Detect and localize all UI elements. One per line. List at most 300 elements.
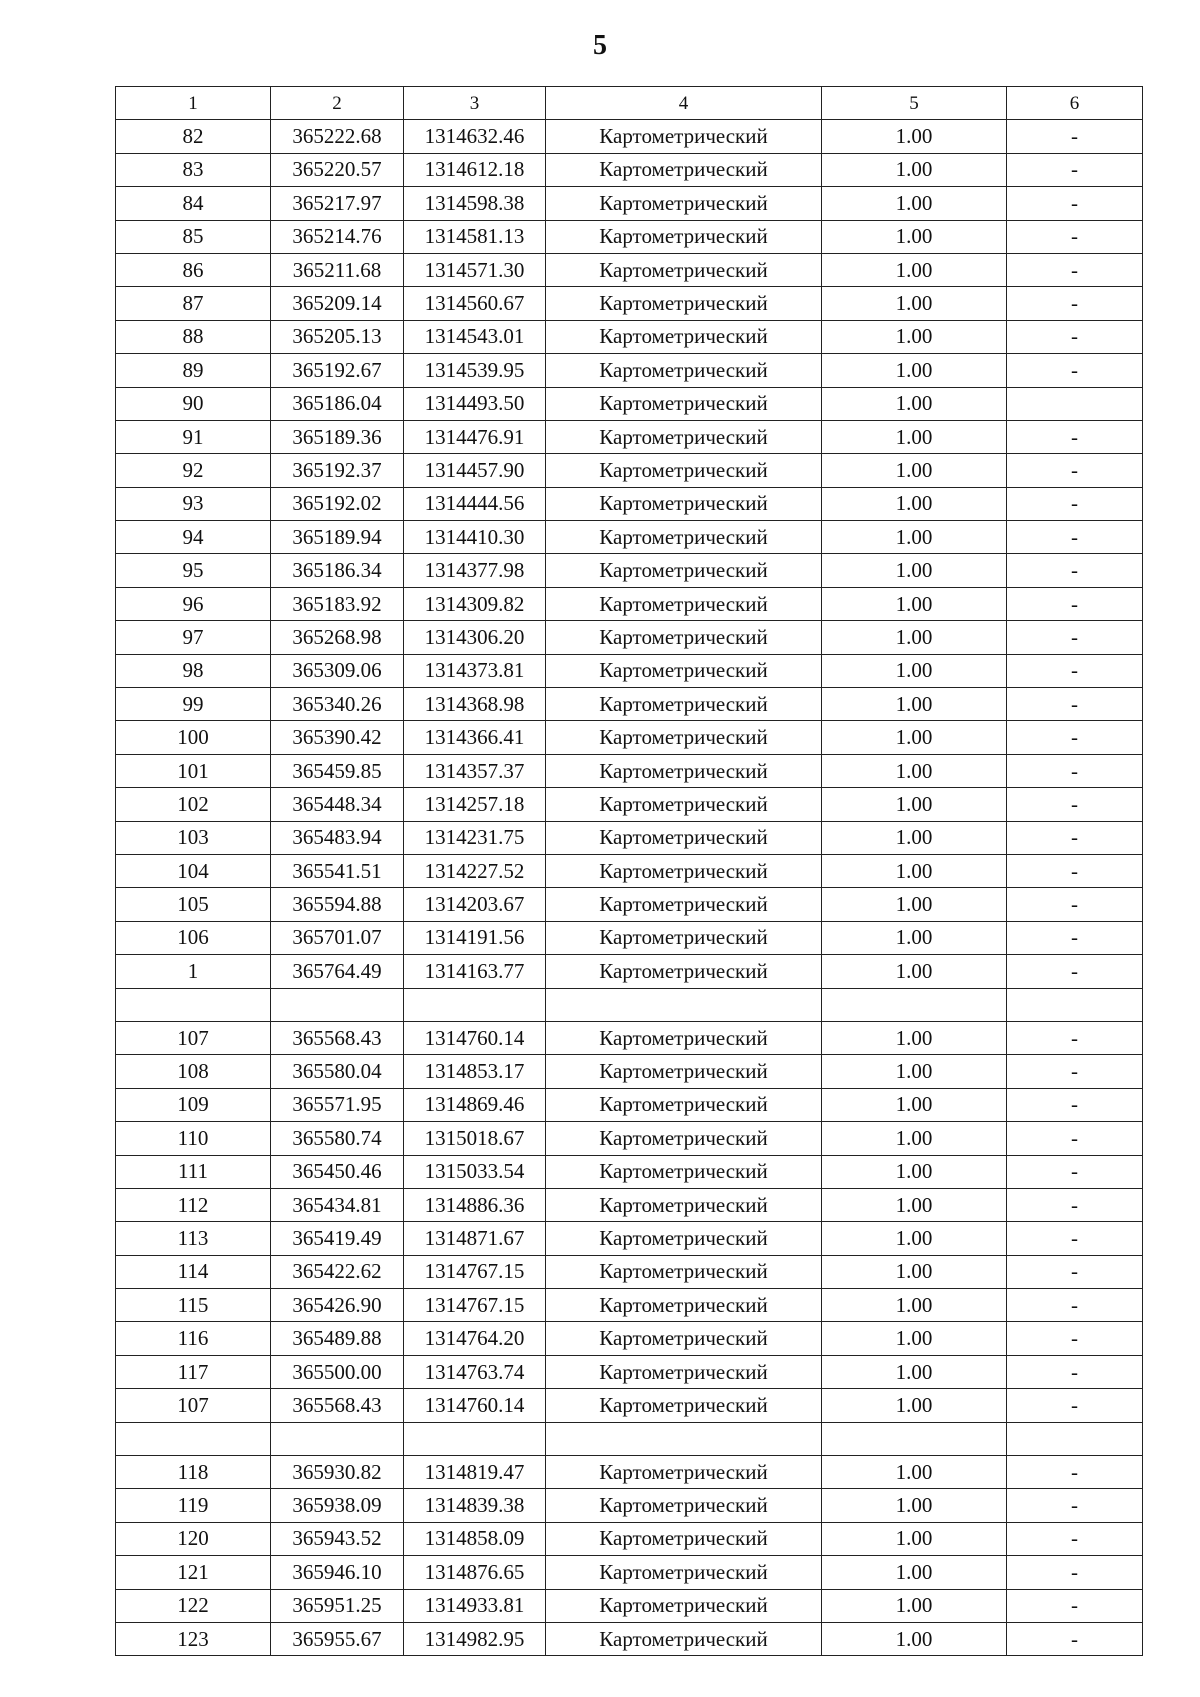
page-number: 5 bbox=[593, 30, 607, 61]
accuracy-cell: 1.00 bbox=[822, 120, 1007, 153]
accuracy-cell: 1.00 bbox=[822, 454, 1007, 487]
table-row bbox=[116, 1289, 1143, 1322]
method-cell: Картометрический bbox=[546, 1355, 822, 1388]
x-coordinate-cell: 365214.76 bbox=[271, 220, 404, 253]
method-cell: Картометрический bbox=[546, 1522, 822, 1555]
point-number-cell: 98 bbox=[116, 654, 271, 687]
x-coordinate-cell: 365571.95 bbox=[271, 1088, 404, 1121]
accuracy-cell: 1.00 bbox=[822, 888, 1007, 921]
y-coordinate-cell: 1314886.36 bbox=[404, 1188, 546, 1221]
table-row bbox=[116, 1456, 1143, 1489]
method-cell: Картометрический bbox=[546, 120, 822, 153]
accuracy-cell: 1.00 bbox=[822, 1055, 1007, 1088]
x-coordinate-cell: 365183.92 bbox=[271, 587, 404, 620]
table-row bbox=[116, 1522, 1143, 1555]
y-coordinate-cell: 1314869.46 bbox=[404, 1088, 546, 1121]
x-coordinate-cell: 365189.94 bbox=[271, 521, 404, 554]
method-cell: Картометрический bbox=[546, 1155, 822, 1188]
table-row bbox=[116, 1355, 1143, 1388]
table-row bbox=[116, 487, 1143, 520]
table-row bbox=[116, 287, 1143, 320]
method-cell: Картометрический bbox=[546, 621, 822, 654]
table-row bbox=[116, 220, 1143, 253]
description-cell: - bbox=[1007, 1188, 1143, 1221]
accuracy-cell: 1.00 bbox=[822, 955, 1007, 988]
point-number-cell: 118 bbox=[116, 1456, 271, 1489]
description-cell: - bbox=[1007, 253, 1143, 286]
method-cell: Картометрический bbox=[546, 754, 822, 787]
table-row bbox=[116, 1222, 1143, 1255]
accuracy-cell: 1.00 bbox=[822, 387, 1007, 420]
table-row bbox=[116, 788, 1143, 821]
y-coordinate-cell: 1314871.67 bbox=[404, 1222, 546, 1255]
accuracy-cell: 1.00 bbox=[822, 1622, 1007, 1655]
description-cell: - bbox=[1007, 1589, 1143, 1622]
y-coordinate-cell: 1314457.90 bbox=[404, 454, 546, 487]
accuracy-cell: 1.00 bbox=[822, 654, 1007, 687]
x-coordinate-cell: 365450.46 bbox=[271, 1155, 404, 1188]
method-cell: Картометрический bbox=[546, 521, 822, 554]
description-cell: - bbox=[1007, 187, 1143, 220]
table-row bbox=[116, 521, 1143, 554]
description-cell: - bbox=[1007, 1622, 1143, 1655]
accuracy-cell: 1.00 bbox=[822, 621, 1007, 654]
point-number-cell: 99 bbox=[116, 688, 271, 721]
table-header bbox=[116, 87, 1143, 120]
x-coordinate-cell: 365426.90 bbox=[271, 1289, 404, 1322]
accuracy-cell: 1.00 bbox=[822, 1556, 1007, 1589]
point-number-cell: 107 bbox=[116, 1021, 271, 1054]
table-row bbox=[116, 1255, 1143, 1288]
method-cell: Картометрический bbox=[546, 955, 822, 988]
point-number-cell: 120 bbox=[116, 1522, 271, 1555]
method-cell: Картометрический bbox=[546, 387, 822, 420]
accuracy-cell: 1.00 bbox=[822, 253, 1007, 286]
method-cell: Картометрический bbox=[546, 1489, 822, 1522]
description-cell: - bbox=[1007, 1355, 1143, 1388]
point-number-cell: 113 bbox=[116, 1222, 271, 1255]
table-row bbox=[116, 621, 1143, 654]
point-number-cell: 90 bbox=[116, 387, 271, 420]
y-coordinate-cell: 1314598.38 bbox=[404, 187, 546, 220]
description-cell: - bbox=[1007, 788, 1143, 821]
point-number-cell: 110 bbox=[116, 1122, 271, 1155]
point-number-cell: 96 bbox=[116, 587, 271, 620]
x-coordinate-cell: 365192.67 bbox=[271, 354, 404, 387]
x-coordinate-cell: 365500.00 bbox=[271, 1355, 404, 1388]
table-row bbox=[116, 420, 1143, 453]
method-cell: Картометрический bbox=[546, 654, 822, 687]
description-cell: - bbox=[1007, 1489, 1143, 1522]
y-coordinate-cell: 1314191.56 bbox=[404, 921, 546, 954]
description-cell: - bbox=[1007, 1155, 1143, 1188]
description-cell: - bbox=[1007, 888, 1143, 921]
accuracy-cell: 1.00 bbox=[822, 821, 1007, 854]
description-cell: - bbox=[1007, 621, 1143, 654]
table-row bbox=[116, 754, 1143, 787]
table-row bbox=[116, 187, 1143, 220]
y-coordinate-cell: 1314571.30 bbox=[404, 253, 546, 286]
y-coordinate-cell: 1314764.20 bbox=[404, 1322, 546, 1355]
y-coordinate-cell: 1314357.37 bbox=[404, 754, 546, 787]
table-row bbox=[116, 1188, 1143, 1221]
accuracy-cell: 1.00 bbox=[822, 287, 1007, 320]
point-number-cell: 111 bbox=[116, 1155, 271, 1188]
header-cell-2: 2 bbox=[271, 87, 404, 120]
method-cell: Картометрический bbox=[546, 320, 822, 353]
accuracy-cell: 1.00 bbox=[822, 854, 1007, 887]
point-number-cell: 108 bbox=[116, 1055, 271, 1088]
accuracy-cell: 1.00 bbox=[822, 788, 1007, 821]
method-cell: Картометрический bbox=[546, 788, 822, 821]
point-number-cell: 103 bbox=[116, 821, 271, 854]
x-coordinate-cell: 365448.34 bbox=[271, 788, 404, 821]
description-cell bbox=[1007, 387, 1143, 420]
y-coordinate-cell: 1314227.52 bbox=[404, 854, 546, 887]
method-cell: Картометрический bbox=[546, 721, 822, 754]
accuracy-cell: 1.00 bbox=[822, 1122, 1007, 1155]
accuracy-cell: 1.00 bbox=[822, 1188, 1007, 1221]
accuracy-cell: 1.00 bbox=[822, 554, 1007, 587]
description-cell: - bbox=[1007, 587, 1143, 620]
point-number-cell: 86 bbox=[116, 253, 271, 286]
point-number-cell: 106 bbox=[116, 921, 271, 954]
method-cell: Картометрический bbox=[546, 1556, 822, 1589]
point-number-cell: 84 bbox=[116, 187, 271, 220]
table-row bbox=[116, 888, 1143, 921]
description-cell: - bbox=[1007, 955, 1143, 988]
x-coordinate-cell bbox=[271, 1422, 404, 1455]
description-cell: - bbox=[1007, 420, 1143, 453]
x-coordinate-cell: 365541.51 bbox=[271, 854, 404, 887]
method-cell: Картометрический bbox=[546, 921, 822, 954]
point-number-cell bbox=[116, 1422, 271, 1455]
x-coordinate-cell: 365390.42 bbox=[271, 721, 404, 754]
table-row bbox=[116, 1556, 1143, 1589]
description-cell: - bbox=[1007, 454, 1143, 487]
x-coordinate-cell: 365938.09 bbox=[271, 1489, 404, 1522]
table-row bbox=[116, 554, 1143, 587]
description-cell: - bbox=[1007, 754, 1143, 787]
point-number-cell: 93 bbox=[116, 487, 271, 520]
y-coordinate-cell: 1314581.13 bbox=[404, 220, 546, 253]
method-cell bbox=[546, 1422, 822, 1455]
table-row bbox=[116, 654, 1143, 687]
y-coordinate-cell: 1314839.38 bbox=[404, 1489, 546, 1522]
header-row bbox=[116, 87, 1143, 120]
y-coordinate-cell: 1314203.67 bbox=[404, 888, 546, 921]
point-number-cell: 117 bbox=[116, 1355, 271, 1388]
point-number-cell bbox=[116, 988, 271, 1021]
y-coordinate-cell bbox=[404, 1422, 546, 1455]
point-number-cell: 115 bbox=[116, 1289, 271, 1322]
method-cell: Картометрический bbox=[546, 1188, 822, 1221]
description-cell: - bbox=[1007, 220, 1143, 253]
table-row bbox=[116, 1088, 1143, 1121]
accuracy-cell: 1.00 bbox=[822, 220, 1007, 253]
description-cell bbox=[1007, 1422, 1143, 1455]
table-row bbox=[116, 354, 1143, 387]
point-number-cell: 100 bbox=[116, 721, 271, 754]
description-cell: - bbox=[1007, 1222, 1143, 1255]
table-row bbox=[116, 955, 1143, 988]
table-row bbox=[116, 688, 1143, 721]
method-cell: Картометрический bbox=[546, 253, 822, 286]
point-number-cell: 101 bbox=[116, 754, 271, 787]
description-cell: - bbox=[1007, 854, 1143, 887]
x-coordinate-cell: 365186.34 bbox=[271, 554, 404, 587]
description-cell: - bbox=[1007, 921, 1143, 954]
method-cell: Картометрический bbox=[546, 1389, 822, 1422]
method-cell: Картометрический bbox=[546, 487, 822, 520]
y-coordinate-cell: 1314543.01 bbox=[404, 320, 546, 353]
method-cell: Картометрический bbox=[546, 220, 822, 253]
point-number-cell: 82 bbox=[116, 120, 271, 153]
x-coordinate-cell: 365955.67 bbox=[271, 1622, 404, 1655]
method-cell: Картометрический bbox=[546, 854, 822, 887]
point-number-cell: 94 bbox=[116, 521, 271, 554]
y-coordinate-cell: 1314612.18 bbox=[404, 153, 546, 186]
description-cell: - bbox=[1007, 487, 1143, 520]
x-coordinate-cell: 365189.36 bbox=[271, 420, 404, 453]
description-cell bbox=[1007, 988, 1143, 1021]
table-row bbox=[116, 854, 1143, 887]
method-cell: Картометрический bbox=[546, 1589, 822, 1622]
x-coordinate-cell: 365594.88 bbox=[271, 888, 404, 921]
y-coordinate-cell: 1314366.41 bbox=[404, 721, 546, 754]
table-row bbox=[116, 1622, 1143, 1655]
method-cell: Картометрический bbox=[546, 554, 822, 587]
point-number-cell: 91 bbox=[116, 420, 271, 453]
accuracy-cell: 1.00 bbox=[822, 1222, 1007, 1255]
x-coordinate-cell: 365217.97 bbox=[271, 187, 404, 220]
method-cell bbox=[546, 988, 822, 1021]
x-coordinate-cell: 365580.04 bbox=[271, 1055, 404, 1088]
y-coordinate-cell: 1314163.77 bbox=[404, 955, 546, 988]
y-coordinate-cell: 1314858.09 bbox=[404, 1522, 546, 1555]
description-cell: - bbox=[1007, 1389, 1143, 1422]
accuracy-cell: 1.00 bbox=[822, 688, 1007, 721]
description-cell: - bbox=[1007, 320, 1143, 353]
accuracy-cell: 1.00 bbox=[822, 1355, 1007, 1388]
accuracy-cell: 1.00 bbox=[822, 487, 1007, 520]
method-cell: Картометрический bbox=[546, 354, 822, 387]
accuracy-cell: 1.00 bbox=[822, 1155, 1007, 1188]
table-row bbox=[116, 387, 1143, 420]
header-cell-3: 3 bbox=[404, 87, 546, 120]
accuracy-cell: 1.00 bbox=[822, 587, 1007, 620]
y-coordinate-cell: 1314982.95 bbox=[404, 1622, 546, 1655]
x-coordinate-cell: 365192.02 bbox=[271, 487, 404, 520]
y-coordinate-cell: 1314410.30 bbox=[404, 521, 546, 554]
x-coordinate-cell: 365434.81 bbox=[271, 1188, 404, 1221]
y-coordinate-cell: 1314632.46 bbox=[404, 120, 546, 153]
y-coordinate-cell: 1314876.65 bbox=[404, 1556, 546, 1589]
accuracy-cell: 1.00 bbox=[822, 354, 1007, 387]
description-cell: - bbox=[1007, 1522, 1143, 1555]
method-cell: Картометрический bbox=[546, 1055, 822, 1088]
method-cell: Картометрический bbox=[546, 1289, 822, 1322]
point-number-cell: 105 bbox=[116, 888, 271, 921]
x-coordinate-cell: 365951.25 bbox=[271, 1589, 404, 1622]
description-cell: - bbox=[1007, 287, 1143, 320]
y-coordinate-cell: 1315033.54 bbox=[404, 1155, 546, 1188]
description-cell: - bbox=[1007, 1255, 1143, 1288]
table-row bbox=[116, 253, 1143, 286]
method-cell: Картометрический bbox=[546, 1622, 822, 1655]
method-cell: Картометрический bbox=[546, 821, 822, 854]
y-coordinate-cell bbox=[404, 988, 546, 1021]
table-row bbox=[116, 988, 1143, 1021]
y-coordinate-cell: 1314476.91 bbox=[404, 420, 546, 453]
point-number-cell: 114 bbox=[116, 1255, 271, 1288]
description-cell: - bbox=[1007, 1088, 1143, 1121]
y-coordinate-cell: 1314933.81 bbox=[404, 1589, 546, 1622]
header-cell-1: 1 bbox=[116, 87, 271, 120]
description-cell: - bbox=[1007, 354, 1143, 387]
table-row bbox=[116, 1122, 1143, 1155]
table-row bbox=[116, 1055, 1143, 1088]
header-cell-6: 6 bbox=[1007, 87, 1143, 120]
table-row bbox=[116, 921, 1143, 954]
description-cell: - bbox=[1007, 1122, 1143, 1155]
accuracy-cell: 1.00 bbox=[822, 521, 1007, 554]
x-coordinate-cell bbox=[271, 988, 404, 1021]
method-cell: Картометрический bbox=[546, 287, 822, 320]
point-number-cell: 95 bbox=[116, 554, 271, 587]
y-coordinate-cell: 1314231.75 bbox=[404, 821, 546, 854]
description-cell: - bbox=[1007, 821, 1143, 854]
x-coordinate-cell: 365268.98 bbox=[271, 621, 404, 654]
header-cell-5: 5 bbox=[822, 87, 1007, 120]
method-cell: Картометрический bbox=[546, 153, 822, 186]
accuracy-cell: 1.00 bbox=[822, 420, 1007, 453]
point-number-cell: 119 bbox=[116, 1489, 271, 1522]
table-row bbox=[116, 587, 1143, 620]
point-number-cell: 97 bbox=[116, 621, 271, 654]
description-cell: - bbox=[1007, 1556, 1143, 1589]
x-coordinate-cell: 365946.10 bbox=[271, 1556, 404, 1589]
description-cell: - bbox=[1007, 654, 1143, 687]
table-row bbox=[116, 120, 1143, 153]
x-coordinate-cell: 365701.07 bbox=[271, 921, 404, 954]
table-row bbox=[116, 1489, 1143, 1522]
y-coordinate-cell: 1315018.67 bbox=[404, 1122, 546, 1155]
table-row bbox=[116, 821, 1143, 854]
y-coordinate-cell: 1314377.98 bbox=[404, 554, 546, 587]
x-coordinate-cell: 365222.68 bbox=[271, 120, 404, 153]
x-coordinate-cell: 365192.37 bbox=[271, 454, 404, 487]
y-coordinate-cell: 1314767.15 bbox=[404, 1289, 546, 1322]
accuracy-cell: 1.00 bbox=[822, 320, 1007, 353]
x-coordinate-cell: 365580.74 bbox=[271, 1122, 404, 1155]
description-cell: - bbox=[1007, 688, 1143, 721]
method-cell: Картометрический bbox=[546, 1021, 822, 1054]
point-number-cell: 87 bbox=[116, 287, 271, 320]
point-number-cell: 85 bbox=[116, 220, 271, 253]
header-cell-4: 4 bbox=[546, 87, 822, 120]
point-number-cell: 89 bbox=[116, 354, 271, 387]
point-number-cell: 92 bbox=[116, 454, 271, 487]
x-coordinate-cell: 365340.26 bbox=[271, 688, 404, 721]
x-coordinate-cell: 365930.82 bbox=[271, 1456, 404, 1489]
accuracy-cell: 1.00 bbox=[822, 1289, 1007, 1322]
accuracy-cell: 1.00 bbox=[822, 1322, 1007, 1355]
y-coordinate-cell: 1314309.82 bbox=[404, 587, 546, 620]
accuracy-cell: 1.00 bbox=[822, 1389, 1007, 1422]
y-coordinate-cell: 1314760.14 bbox=[404, 1389, 546, 1422]
x-coordinate-cell: 365422.62 bbox=[271, 1255, 404, 1288]
point-number-cell: 109 bbox=[116, 1088, 271, 1121]
y-coordinate-cell: 1314560.67 bbox=[404, 287, 546, 320]
method-cell: Картометрический bbox=[546, 1222, 822, 1255]
accuracy-cell: 1.00 bbox=[822, 1589, 1007, 1622]
x-coordinate-cell: 365205.13 bbox=[271, 320, 404, 353]
y-coordinate-cell: 1314819.47 bbox=[404, 1456, 546, 1489]
accuracy-cell: 1.00 bbox=[822, 921, 1007, 954]
x-coordinate-cell: 365419.49 bbox=[271, 1222, 404, 1255]
point-number-cell: 107 bbox=[116, 1389, 271, 1422]
y-coordinate-cell: 1314539.95 bbox=[404, 354, 546, 387]
x-coordinate-cell: 365309.06 bbox=[271, 654, 404, 687]
method-cell: Картометрический bbox=[546, 1255, 822, 1288]
accuracy-cell: 1.00 bbox=[822, 1489, 1007, 1522]
table-row bbox=[116, 1422, 1143, 1455]
point-number-cell: 122 bbox=[116, 1589, 271, 1622]
table-row bbox=[116, 153, 1143, 186]
accuracy-cell bbox=[822, 988, 1007, 1021]
description-cell: - bbox=[1007, 1456, 1143, 1489]
point-number-cell: 116 bbox=[116, 1322, 271, 1355]
description-cell: - bbox=[1007, 153, 1143, 186]
y-coordinate-cell: 1314767.15 bbox=[404, 1255, 546, 1288]
y-coordinate-cell: 1314306.20 bbox=[404, 621, 546, 654]
coordinates-table bbox=[115, 86, 1143, 1656]
table-body bbox=[116, 120, 1143, 1656]
accuracy-cell: 1.00 bbox=[822, 153, 1007, 186]
method-cell: Картометрический bbox=[546, 888, 822, 921]
point-number-cell: 121 bbox=[116, 1556, 271, 1589]
accuracy-cell: 1.00 bbox=[822, 1456, 1007, 1489]
x-coordinate-cell: 365489.88 bbox=[271, 1322, 404, 1355]
accuracy-cell: 1.00 bbox=[822, 1088, 1007, 1121]
method-cell: Картометрический bbox=[546, 1088, 822, 1121]
description-cell: - bbox=[1007, 1055, 1143, 1088]
method-cell: Картометрический bbox=[546, 1122, 822, 1155]
accuracy-cell: 1.00 bbox=[822, 1255, 1007, 1288]
point-number-cell: 123 bbox=[116, 1622, 271, 1655]
x-coordinate-cell: 365764.49 bbox=[271, 955, 404, 988]
method-cell: Картометрический bbox=[546, 187, 822, 220]
x-coordinate-cell: 365483.94 bbox=[271, 821, 404, 854]
table-row bbox=[116, 721, 1143, 754]
y-coordinate-cell: 1314763.74 bbox=[404, 1355, 546, 1388]
table-row bbox=[116, 1389, 1143, 1422]
description-cell: - bbox=[1007, 721, 1143, 754]
x-coordinate-cell: 365220.57 bbox=[271, 153, 404, 186]
description-cell: - bbox=[1007, 554, 1143, 587]
description-cell: - bbox=[1007, 1289, 1143, 1322]
x-coordinate-cell: 365209.14 bbox=[271, 287, 404, 320]
accuracy-cell: 1.00 bbox=[822, 754, 1007, 787]
description-cell: - bbox=[1007, 1021, 1143, 1054]
x-coordinate-cell: 365186.04 bbox=[271, 387, 404, 420]
method-cell: Картометрический bbox=[546, 1456, 822, 1489]
method-cell: Картометрический bbox=[546, 587, 822, 620]
method-cell: Картометрический bbox=[546, 454, 822, 487]
y-coordinate-cell: 1314368.98 bbox=[404, 688, 546, 721]
x-coordinate-cell: 365568.43 bbox=[271, 1389, 404, 1422]
